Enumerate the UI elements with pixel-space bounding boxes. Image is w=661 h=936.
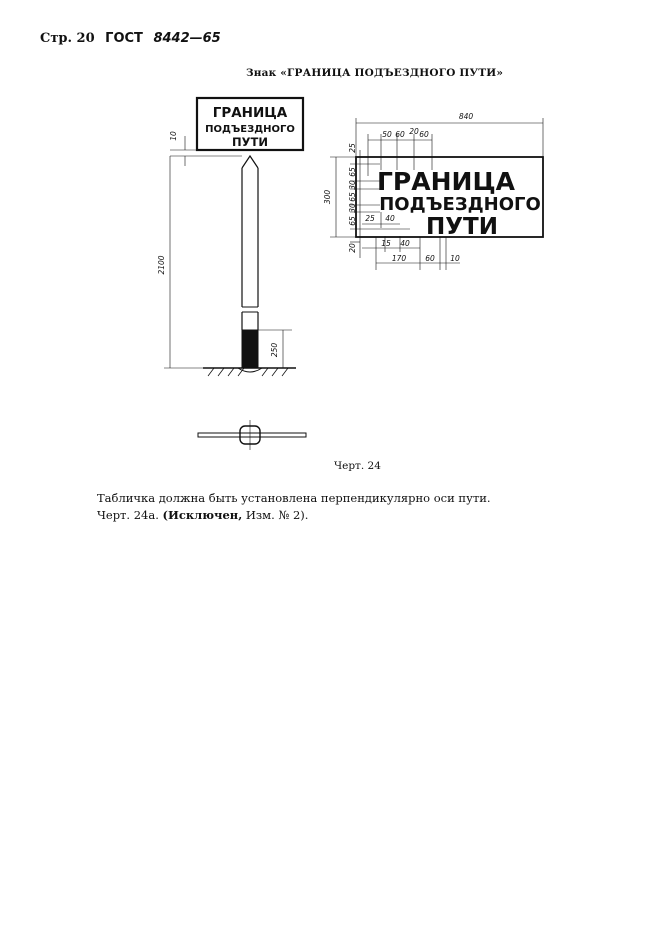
ground-hatching — [208, 368, 288, 376]
page-number: Стр. 20 — [40, 31, 95, 46]
small-sign-line-2: ПОДЪЕЗДНОГО — [205, 124, 295, 135]
dim-left-1: 25 — [348, 143, 357, 153]
dim-sign-height: 300 — [323, 189, 332, 205]
standard-label: ГОСТ — [105, 31, 143, 46]
dim-row4-a: 15 — [381, 239, 391, 248]
note-line-2-bold: (Исключен, — [162, 508, 243, 522]
dim-post-height: 2100 — [157, 255, 166, 275]
dim-post-base: 250 — [270, 342, 279, 358]
post-base-black — [242, 330, 258, 368]
dim-top-d: 60 — [419, 130, 429, 139]
dim-bottom-b: 60 — [425, 254, 435, 263]
dim-row4-b: 40 — [400, 239, 410, 248]
note-line-1: Табличка должна быть установлена перпендикулярно оси пути. — [97, 491, 491, 505]
sign-detail-line-1: ГРАНИЦА — [377, 167, 515, 196]
dim-row3-a: 25 — [365, 214, 375, 223]
figure-caption: Черт. 24 — [334, 460, 381, 472]
dim-top-c: 20 — [409, 127, 419, 136]
dim-bottom-c: 10 — [450, 254, 460, 263]
note-line-2-suffix: Изм. № 2). — [245, 508, 309, 522]
dim-top-b: 60 — [395, 130, 405, 139]
sign-on-post — [164, 98, 303, 376]
dim-bottom-a: 170 — [391, 254, 407, 263]
dim-left-3: 30 — [348, 180, 357, 190]
dim-left-7: 20 — [348, 243, 357, 253]
note-line-2-prefix: Черт. 24а. — [97, 508, 159, 522]
dim-top-a: 50 — [382, 130, 392, 139]
small-sign-line-1: ГРАНИЦА — [212, 105, 288, 121]
dim-sign-width: 840 — [458, 112, 474, 121]
dim-left-4: 65 — [348, 192, 357, 202]
dim-row3-b: 40 — [385, 214, 395, 223]
post-cap — [242, 156, 258, 168]
small-sign-line-3: ПУТИ — [232, 135, 268, 149]
standard-number: 8442—65 — [153, 31, 221, 46]
post-top-view — [198, 420, 306, 450]
note-line-2 — [97, 507, 491, 524]
dim-post-gap: 10 — [169, 131, 178, 141]
note-text — [97, 490, 491, 524]
dim-left-6: 65 — [348, 216, 357, 226]
figure-title: Знак «ГРАНИЦА ПОДЪЕЗДНОГО ПУТИ» — [246, 67, 504, 79]
dim-left-2: 65 — [348, 167, 357, 177]
sign-detail-line-3: ПУТИ — [426, 214, 498, 240]
dim-left-5: 30 — [348, 203, 357, 213]
sign-detail-line-2: ПОДЪЕЗДНОГО — [379, 194, 541, 215]
